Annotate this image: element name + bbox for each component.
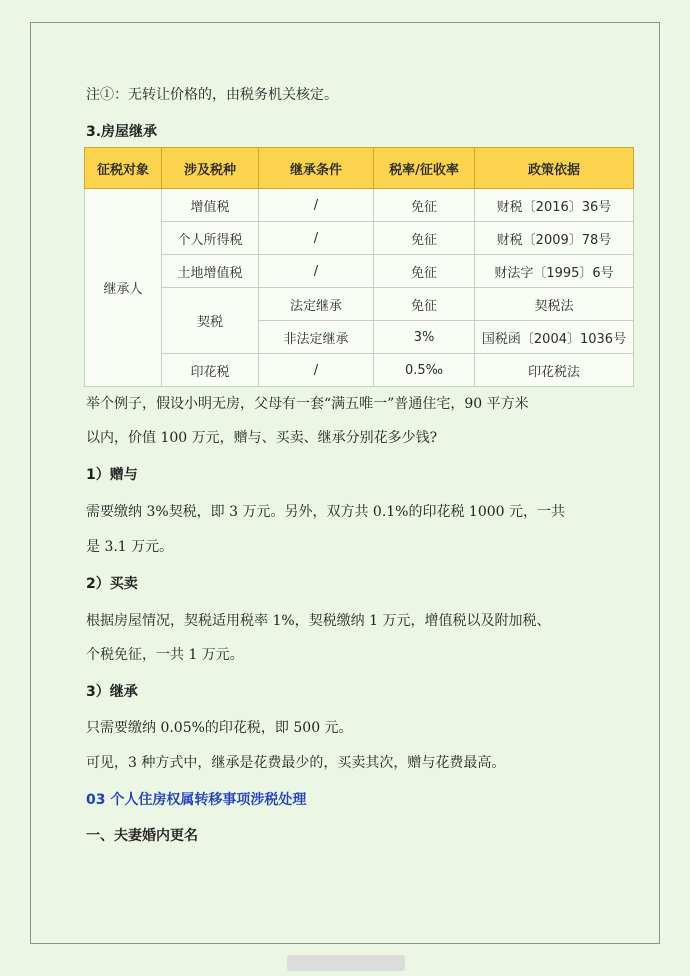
example-text-line2: 以内，价值 100 万元，赠与、买卖、继承分别花多少钱? [86,430,438,446]
rate-cell: 免征 [374,255,475,288]
note-text: 注①：无转让价格的，由税务机关核定。 [86,87,338,103]
basis-cell: 契税法 [475,288,634,321]
tax-cell: 土地增值税 [162,255,259,288]
conclusion-text: 可见，3 种方式中，继承是花费最少的，买卖其次，赠与花费最高。 [86,755,506,771]
section-heading-03: 03 个人住房权属转移事项涉税处理 [86,792,307,808]
basis-cell: 财税〔2016〕36号 [475,189,634,222]
inherit-heading: 3）继承 [86,684,138,700]
table-row [85,288,634,321]
blurred-caption-bar [287,955,405,971]
basis-cell: 印花税法 [475,354,634,387]
gift-heading: 1）赠与 [86,467,138,483]
inherit-text: 只需要缴纳 0.05%的印花税，即 500 元。 [86,720,353,736]
table-row [85,222,634,255]
table-row [85,354,634,387]
column-header: 继承条件 [259,148,374,189]
example-text-line1: 举个例子，假设小明无房，父母有一套“满五唯一”普通住宅，90 平方米 [86,396,529,412]
column-header: 涉及税种 [162,148,259,189]
basis-cell: 财法字〔1995〕6号 [475,255,634,288]
condition-cell: 法定继承 [259,288,374,321]
tax-cell: 增值税 [162,189,259,222]
inheritance-tax-table [84,147,634,387]
rate-cell: 免征 [374,189,475,222]
column-header: 税率/征收率 [374,148,475,189]
rate-cell: 免征 [374,222,475,255]
sale-text-line1: 根据房屋情况，契税适用税率 1%，契税缴纳 1 万元，增值税以及附加税、 [86,613,551,629]
gift-text-line1: 需要缴纳 3%契税，即 3 万元。另外，双方共 0.1%的印花税 1000 元，一共 [86,504,566,520]
subsection-heading-1: 一、夫妻婚内更名 [86,828,198,844]
condition-cell: 非法定继承 [259,321,374,354]
table-header-row [85,148,634,189]
sale-text-line2: 个税免征，一共 1 万元。 [86,647,244,663]
condition-cell: / [259,354,374,387]
column-header: 政策依据 [475,148,634,189]
column-header: 征税对象 [85,148,162,189]
condition-cell: / [259,222,374,255]
sale-heading: 2）买卖 [86,576,138,592]
gift-text-line2: 是 3.1 万元。 [86,539,174,555]
tax-cell: 契税 [162,288,259,354]
condition-cell: / [259,255,374,288]
condition-cell: / [259,189,374,222]
table-row [85,189,634,222]
table-row [85,255,634,288]
rate-cell: 0.5‰ [374,354,475,387]
tax-cell: 印花税 [162,354,259,387]
rate-cell: 免征 [374,288,475,321]
tax-cell: 个人所得税 [162,222,259,255]
section-heading-inheritance: 3.房屋继承 [86,124,158,140]
subject-cell: 继承人 [85,189,162,387]
basis-cell: 国税函〔2004〕1036号 [475,321,634,354]
basis-cell: 财税〔2009〕78号 [475,222,634,255]
rate-cell: 3% [374,321,475,354]
